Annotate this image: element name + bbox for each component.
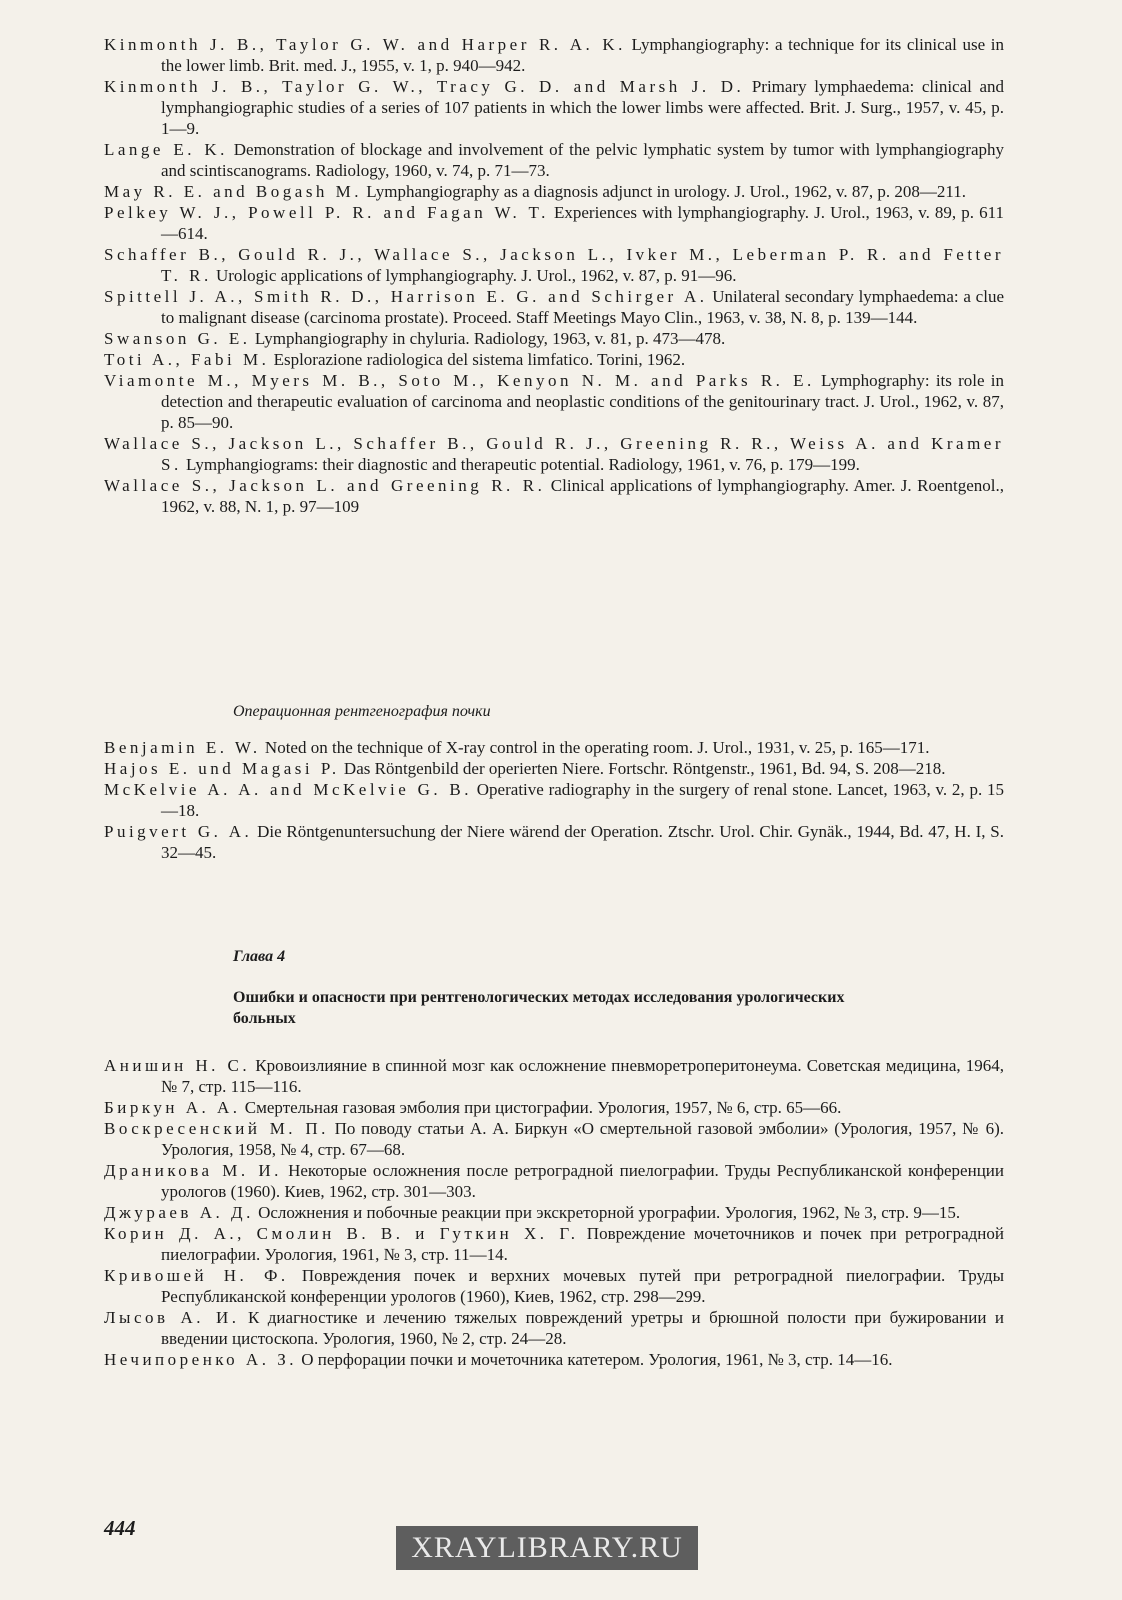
reference-entry: [104, 1307, 1004, 1349]
reference-details: Operative radiography in the surgery of renal stone. Lancet, 1963, v. 2, p. 15—18.: [161, 780, 1004, 820]
reference-entry: [104, 370, 1004, 433]
reference-list-errors-hazards: [104, 1055, 1004, 1370]
reference-list-lymphangiography: [104, 34, 1004, 517]
reference-authors: Корин Д. А., Смолин В. В. и Гуткин Х. Г.: [104, 1224, 579, 1243]
reference-details: Lymphangiography in chyluria. Radiology, 1963, v. 81, p. 473—478.: [250, 329, 726, 348]
reference-authors: Schaffer B., Gould R. J., Wallace S., Jackson L., Ivker M., Leberman P. R. and Fetter T. R.: [104, 245, 1004, 285]
reference-entry: [104, 349, 1004, 370]
reference-entry: [104, 433, 1004, 475]
reference-details: Повреждение мочеточников и почек при ретроградной пиелографии. Урология, 1961, № 3, стр. 11—14.: [161, 1224, 1004, 1264]
reference-entry: [104, 1055, 1004, 1097]
page-number: 444: [104, 1516, 136, 1540]
section-heading: Операционная рентгенография почки: [233, 703, 491, 720]
reference-authors: Джураев А. Д.: [104, 1203, 254, 1222]
reference-details: Lymphangiography: a technique for its clinical use in the lower limb. Brit. med. J., 1955, v. 1, p. 940—942.: [161, 35, 1004, 75]
chapter-label: Глава 4: [233, 948, 286, 965]
reference-entry: [104, 1202, 1004, 1223]
reference-details: Noted on the technique of X-ray control in the operating room. J. Urol., 1931, v. 25, p. 165—171.: [260, 738, 930, 757]
reference-entry: [104, 821, 1004, 863]
reference-entry: [104, 181, 1004, 202]
reference-entry: [104, 244, 1004, 286]
chapter-title: Ошибки и опасности при рентгенологических методах исследования урологических больных: [233, 989, 845, 1027]
reference-entry: [104, 286, 1004, 328]
reference-entry: [104, 1097, 1004, 1118]
reference-authors: Swanson G. E.: [104, 329, 251, 348]
reference-details: К диагностике и лечению тяжелых повреждений уретры и брюшной полости при бужировании и введении цистоскопа. Урология, 1960, № 2, стр. 24—28.: [161, 1308, 1004, 1348]
reference-entry: [104, 758, 1004, 779]
reference-authors: Кривошей Н. Ф.: [104, 1266, 289, 1285]
reference-details: Primary lymphaedema: clinical and lymphangiographic studies of a series of 107 patients in which the lower limbs were affected. Brit. J. Surg., 1957, v. 45, p. 1—9.: [161, 77, 1004, 138]
reference-details: Осложнения и побочные реакции при экскреторной урографии. Урология, 1962, № 3, стр. 9—15.: [253, 1203, 961, 1222]
reference-authors: Лысов А. И.: [104, 1308, 240, 1327]
reference-details: Смертельная газовая эмболия при цистографии. Урология, 1957, № 6, стр. 65—66.: [240, 1098, 842, 1117]
reference-authors: Puigvert G. A.: [104, 822, 253, 841]
reference-list-operative-radiography: [104, 737, 1004, 863]
reference-entry: [104, 475, 1004, 517]
reference-details: Unilateral secondary lymphaedema: a clue to malignant disease (carcinoma prostate). Proceed. Staff Meetings Mayo Clin., 1963, v. 38, N. 8, p. 139—144.: [161, 287, 1004, 327]
reference-entry: [104, 737, 1004, 758]
reference-authors: Wallace S., Jackson L. and Greening R. R.: [104, 476, 546, 495]
reference-authors: Драникова М. И.: [104, 1161, 282, 1180]
reference-authors: Spittell J. A., Smith R. D., Harrison E. G. and Schirger A.: [104, 287, 708, 306]
reference-details: Esplorazione radiologica del sistema limfatico. Torini, 1962.: [269, 350, 686, 369]
reference-details: Кровоизлияние в спинной мозг как осложнение пневморетроперитонеума. Советская медицина, 1964, № 7, стр. 115—116.: [161, 1056, 1005, 1096]
reference-authors: Нечипоренко А. З.: [104, 1350, 297, 1369]
reference-details: Demonstration of blockage and involvement of the pelvic lymphatic system by tumor with lymphangiography and scintiscanograms. Radiology, 1960, v. 74, p. 71—73.: [161, 140, 1004, 180]
reference-authors: Toti A., Fabi M.: [104, 350, 270, 369]
reference-details: Lymphangiograms: their diagnostic and therapeutic potential. Radiology, 1961, v. 76, p. 179—199.: [181, 455, 860, 474]
reference-authors: Воскресенский М. П.: [104, 1119, 329, 1138]
reference-authors: May R. E. and Bogash M.: [104, 182, 363, 201]
reference-details: По поводу статьи А. А. Биркун «О смертельной газовой эмболии» (Урология, 1957, № 6). Урология, 1958, № 4, стр. 67—68.: [161, 1119, 1005, 1159]
site-watermark: XRAYLIBRARY.RU: [396, 1526, 698, 1570]
reference-entry: [104, 779, 1004, 821]
reference-authors: Viamonte M., Myers M. B., Soto M., Kenyon N. M. and Parks R. E.: [104, 371, 815, 390]
reference-details: Некоторые осложнения после ретроградной пиелографии. Труды Республиканской конференции урологов (1960). Киев, 1962, стр. 301—303.: [161, 1161, 1004, 1201]
reference-authors: Kinmonth J. B., Taylor G. W., Tracy G. D. and Marsh J. D.: [104, 77, 745, 96]
reference-details: Experiences with lymphangiography. J. Urol., 1963, v. 89, p. 611—614.: [161, 203, 1004, 243]
reference-details: Urologic applications of lymphangiography. J. Urol., 1962, v. 87, p. 91—96.: [211, 266, 737, 285]
reference-entry: [104, 202, 1004, 244]
reference-entry: [104, 34, 1004, 76]
reference-entry: [104, 328, 1004, 349]
reference-details: О перфорации почки и мочеточника катетером. Урология, 1961, № 3, стр. 14—16.: [296, 1350, 893, 1369]
reference-details: Повреждения почек и верхних мочевых путей при ретроградной пиелографии. Труды Республиканской конференции урологов (1960), Киев, 1962, стр. 298—299.: [161, 1266, 1004, 1306]
reference-entry: [104, 1160, 1004, 1202]
reference-details: Lymphangiography as a diagnosis adjunct in urology. J. Urol., 1962, v. 87, p. 208—211.: [362, 182, 966, 201]
reference-entry: [104, 76, 1004, 139]
reference-authors: Биркун А. А.: [104, 1098, 241, 1117]
reference-authors: Benjamin E. W.: [104, 738, 261, 757]
reference-entry: [104, 139, 1004, 181]
reference-entry: [104, 1223, 1004, 1265]
reference-authors: Wallace S., Jackson L., Schaffer B., Gould R. J., Greening R. R., Weiss A. and Kramer S.: [104, 434, 1004, 474]
reference-authors: Hajos E. und Magasi P.: [104, 759, 340, 778]
reference-authors: McKelvie A. A. and McKelvie G. B.: [104, 780, 472, 799]
reference-details: Das Röntgenbild der operierten Niere. Fortschr. Röntgenstr., 1961, Bd. 94, S. 208—218.: [339, 759, 946, 778]
reference-authors: Pelkey W. J., Powell P. R. and Fagan W. T.: [104, 203, 549, 222]
reference-authors: Lange E. K.: [104, 140, 228, 159]
reference-entry: [104, 1349, 1004, 1370]
reference-authors: Kinmonth J. B., Taylor G. W. and Harper R. A. K.: [104, 35, 626, 54]
reference-details: Die Röntgenuntersuchung der Niere wärend der Operation. Ztschr. Urol. Chir. Gynäk., 1944, Bd. 47, H. I, S. 32—45.: [161, 822, 1004, 862]
reference-entry: [104, 1265, 1004, 1307]
reference-entry: [104, 1118, 1004, 1160]
reference-authors: Анишин Н. С.: [104, 1056, 251, 1075]
reference-details: Clinical applications of lymphangiography. Amer. J. Roentgenol., 1962, v. 88, N. 1, p. 97—109: [161, 476, 1004, 516]
reference-details: Lymphography: its role in detection and therapeutic evaluation of carcinoma and neoplastic conditions of the genitourinary tract. J. Urol., 1962, v. 87, p. 85—90.: [161, 371, 1004, 432]
